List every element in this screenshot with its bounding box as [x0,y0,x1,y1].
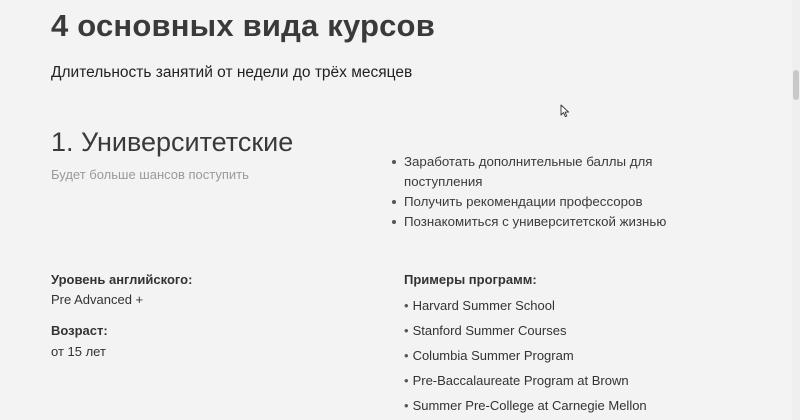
benefit-item [392,212,692,232]
page-title: 4 основных вида курсов [51,8,435,43]
vertical-scrollbar[interactable] [792,0,800,420]
age-label: Возраст: [51,323,108,338]
bullet-dot-icon: • [404,373,409,388]
mouse-pointer-icon [560,104,570,118]
program-name: Columbia Summer Program [412,348,574,363]
benefit-text: Получить рекомендации профессоров [404,194,643,209]
program-item [404,372,647,397]
programs-label: Примеры программ: [404,272,537,287]
program-name: Pre-Baccalaureate Program at Brown [412,373,629,388]
page-subtitle: Длительность занятий от недели до трёх месяцев [51,64,413,81]
benefit-item [392,192,692,212]
programs-list [404,297,647,420]
benefit-text: Заработать дополнительные баллы для поступления [404,154,653,189]
course-subtitle: Будет больше шансов поступить [51,167,249,182]
bullet-dot-icon: • [404,298,409,313]
benefit-item [392,152,692,192]
course-title: 1. Университетские [51,127,294,157]
program-item [404,397,647,420]
bullet-dot-icon [392,200,396,204]
program-name: Harvard Summer School [412,298,555,313]
benefits-list [392,152,692,232]
bullet-dot-icon [392,160,396,164]
program-name: Summer Pre-College at Carnegie Mellon [412,398,647,413]
bullet-dot-icon: • [404,398,409,413]
bullet-dot-icon: • [404,323,409,338]
program-item [404,297,647,322]
program-name: Stanford Summer Courses [412,323,567,338]
bullet-dot-icon [392,220,396,224]
program-item [404,347,647,372]
english-level-value: Pre Advanced + [51,292,144,307]
program-item [404,322,647,347]
age-value: от 15 лет [51,344,106,359]
english-level-label: Уровень английского: [51,272,193,287]
scrollbar-thumb[interactable] [793,70,799,100]
bullet-dot-icon: • [404,348,409,363]
benefit-text: Познакомиться с университетской жизнью [404,214,667,229]
